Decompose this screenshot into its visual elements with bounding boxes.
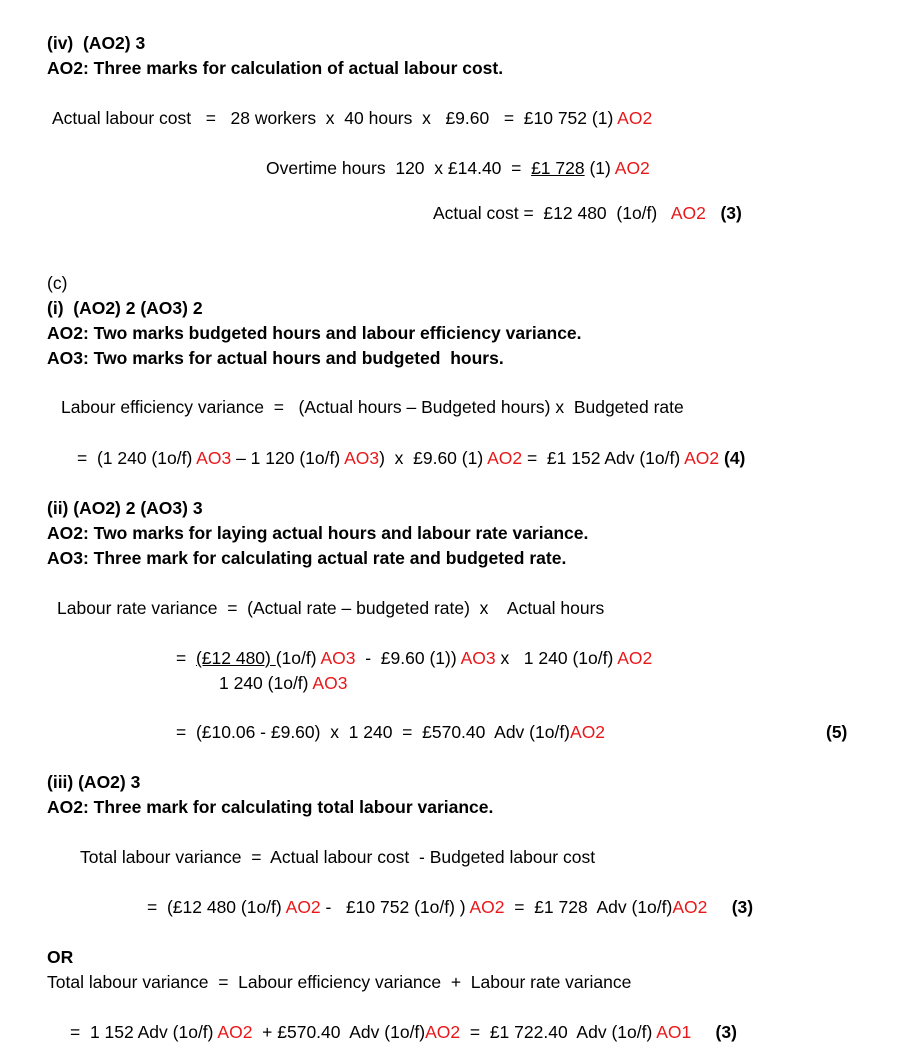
text-segment: + £570.40 Adv (1o/f) [252, 1022, 426, 1042]
part-i-heading [47, 297, 203, 319]
text-segment: = (£10.06 - £9.60) x 1 240 = £570.40 Adv (1o/f) [176, 722, 571, 742]
text-segment: = [176, 648, 196, 668]
assessment-objective-tag: AO2 [217, 1022, 253, 1042]
bold-text: AO2: Three mark for calculating total labour variance. [47, 797, 494, 817]
bold-text: (ii) (AO2) 2 (AO3) 3 [47, 498, 203, 518]
labour-efficiency-calculation [77, 447, 745, 469]
text-segment: x 1 240 (1o/f) [495, 648, 618, 668]
assessment-objective-tag: AO2 [570, 722, 606, 742]
text-segment: Total labour variance = Labour efficiency variance + Labour rate variance [47, 972, 632, 992]
actual-labour-cost-line [52, 107, 652, 129]
part-iv-heading [47, 32, 145, 54]
text-segment: (1o/f) [275, 648, 321, 668]
part-ii-marks [826, 721, 847, 743]
actual-cost-total-line [433, 202, 742, 224]
alternative-total-variance-calculation [70, 1021, 737, 1043]
assessment-objective-tag: AO2 [670, 203, 706, 223]
assessment-objective-tag: AO2 [487, 448, 523, 468]
assessment-objective-tag: AO3 [320, 648, 356, 668]
bold-text: AO3: Two marks for actual hours and budgeted hours. [47, 348, 504, 368]
text-segment: Total labour variance = Actual labour cost - Budgeted labour cost [80, 847, 596, 867]
total-labour-variance-formula [80, 846, 595, 868]
text-segment: Actual labour cost = 28 workers x 40 hours x £9.60 = £10 752 (1) [52, 108, 618, 128]
text-segment: = £1 152 Adv (1o/f) [522, 448, 685, 468]
text-segment: (£12 480) [195, 648, 276, 668]
assessment-objective-tag: AO2 [684, 448, 720, 468]
bold-text: AO3: Three mark for calculating actual rate and budgeted rate. [47, 548, 567, 568]
labour-rate-result-line [176, 721, 605, 743]
text-segment: £1 728 [531, 158, 585, 178]
bold-text: (i) (AO2) 2 (AO3) 2 [47, 298, 203, 318]
text-segment [691, 1022, 715, 1042]
part-iii-heading [47, 771, 140, 793]
text-segment: Overtime hours 120 x £14.40 = [266, 158, 532, 178]
part-iv-ao2-guidance [47, 57, 503, 79]
labour-rate-calculation-numerator [176, 647, 652, 669]
text-segment: 1 240 (1o/f) [219, 673, 313, 693]
assessment-objective-tag: AO2 [672, 897, 708, 917]
assessment-objective-tag: AO3 [460, 648, 496, 668]
assessment-objective-tag: AO1 [656, 1022, 692, 1042]
text-segment: – 1 120 (1o/f) [231, 448, 345, 468]
labour-rate-calculation-denominator [219, 672, 347, 694]
part-ii-ao2-guidance [47, 522, 588, 544]
text-segment: (c) [47, 273, 68, 293]
bold-text: AO2: Two marks for laying actual hours and labour rate variance. [47, 523, 589, 543]
bold-text: OR [47, 947, 74, 967]
text-segment: = 1 152 Adv (1o/f) [70, 1022, 218, 1042]
part-iii-ao2-guidance [47, 796, 493, 818]
overtime-hours-line [266, 157, 650, 179]
text-segment: Labour rate variance = (Actual rate – budgeted rate) x Actual hours [57, 598, 605, 618]
text-segment: = £1 728 Adv (1o/f) [504, 897, 673, 917]
assessment-objective-tag: AO3 [312, 673, 348, 693]
text-segment [706, 203, 721, 223]
text-segment: = (£12 480 (1o/f) [147, 897, 286, 917]
section-c-label [47, 272, 67, 294]
bold-text: (3) [715, 1022, 737, 1042]
assessment-objective-tag: AO2 [614, 158, 650, 178]
part-ii-ao3-guidance [47, 547, 566, 569]
bold-text: (3) [731, 897, 754, 917]
bold-text: (4) [724, 448, 746, 468]
assessment-objective-tag: AO3 [344, 448, 380, 468]
text-segment: - £9.60 (1)) [355, 648, 461, 668]
text-segment: - £10 752 (1o/f) ) [320, 897, 470, 917]
part-i-ao3-guidance [47, 347, 504, 369]
text-segment [707, 897, 731, 917]
part-i-ao2-guidance [47, 322, 582, 344]
bold-text: AO2: Three marks for calculation of actual labour cost. [47, 58, 504, 78]
bold-text: (3) [720, 203, 742, 223]
bold-text: (iii) (AO2) 3 [47, 772, 141, 792]
part-ii-heading [47, 497, 203, 519]
total-labour-variance-calculation [147, 896, 753, 918]
text-segment: (1) [584, 158, 615, 178]
text-segment: = £1 722.40 Adv (1o/f) [460, 1022, 657, 1042]
alternative-total-variance-formula [47, 971, 631, 993]
assessment-objective-tag: AO2 [469, 897, 505, 917]
labour-efficiency-formula [61, 396, 684, 418]
labour-rate-formula [57, 597, 604, 619]
assessment-objective-tag: AO2 [617, 648, 653, 668]
assessment-objective-tag: AO2 [617, 108, 653, 128]
text-segment: Actual cost = £12 480 (1o/f) [433, 203, 671, 223]
or-separator [47, 946, 73, 968]
bold-text: (5) [826, 722, 848, 742]
assessment-objective-tag: AO2 [285, 897, 321, 917]
assessment-objective-tag: AO3 [196, 448, 232, 468]
text-segment: ) x £9.60 (1) [379, 448, 488, 468]
assessment-objective-tag: AO2 [425, 1022, 461, 1042]
bold-text: AO2: Two marks budgeted hours and labour efficiency variance. [47, 323, 582, 343]
text-segment: = (1 240 (1o/f) [77, 448, 197, 468]
text-segment: Labour efficiency variance = (Actual hours – Budgeted hours) x Budgeted rate [61, 397, 684, 417]
bold-text: (iv) (AO2) 3 [47, 33, 146, 53]
